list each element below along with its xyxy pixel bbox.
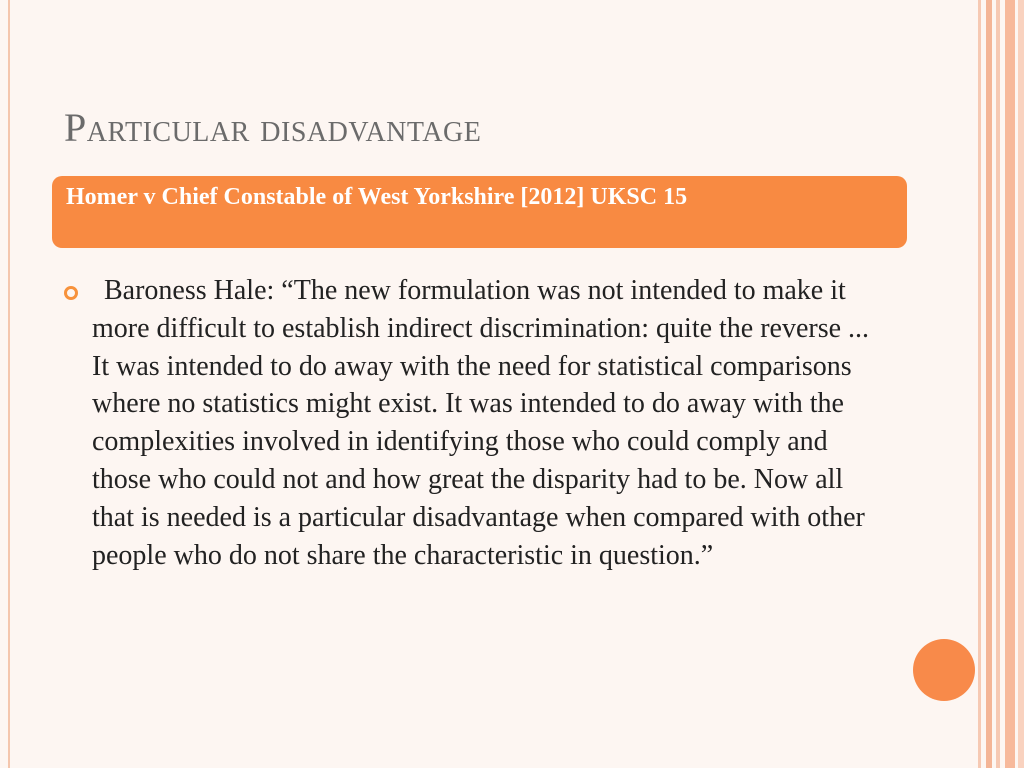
bullet-item bbox=[60, 272, 890, 574]
right-stripe bbox=[1005, 0, 1015, 768]
right-stripe bbox=[996, 0, 1000, 768]
decorative-circle bbox=[913, 639, 975, 701]
right-stripe bbox=[986, 0, 992, 768]
ring-bullet-icon bbox=[64, 286, 78, 300]
slide-title: Particular disadvantage bbox=[64, 105, 482, 150]
bullet-text: Baroness Hale: “The new formulation was not intended to make it more difficult to establish indirect discrimination: quite the reverse ... It was intended to do away with the need for statistical comparisons where no statistics might exist. It was intended to do away with the complexities involved in identifying those who could comply and those who could not and how great the disparity had to be. Now all that is needed is a particular disadvantage when compared with other people who do not share the characteristic in question.” bbox=[92, 275, 870, 571]
right-stripe bbox=[1018, 0, 1024, 768]
case-header-bar bbox=[52, 176, 907, 248]
left-border-line bbox=[8, 0, 10, 768]
case-header-text: Homer v Chief Constable of West Yorkshire [2012] UKSC 15 bbox=[66, 184, 688, 210]
right-stripe bbox=[978, 0, 981, 768]
